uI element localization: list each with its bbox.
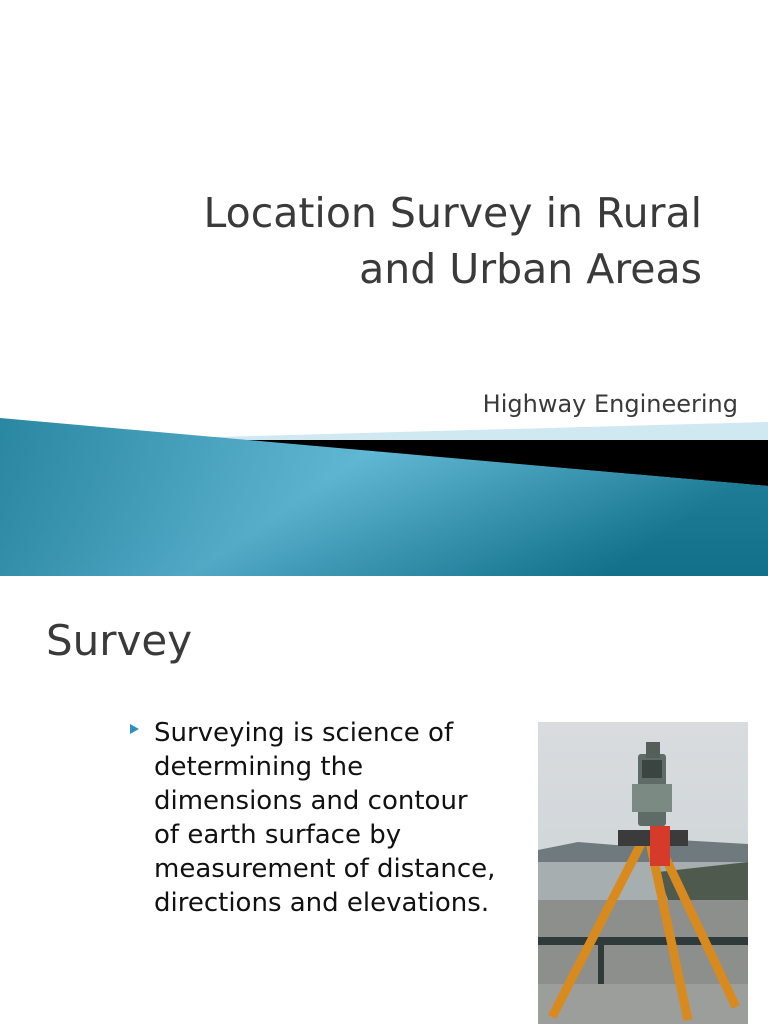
content-title: Survey [46, 616, 193, 665]
bullet-item [130, 716, 500, 920]
title-line-1: Location Survey in Rural [203, 189, 702, 237]
bullet-text: Surveying is science of determining the dimensions and contour of earth surface by measurement of distance, directions and elevations. [154, 718, 496, 918]
triangle-bullet-icon [130, 724, 139, 734]
content-slide [0, 576, 768, 1024]
slide-title [102, 185, 702, 297]
total-station-photo [538, 722, 748, 1024]
title-line-2: and Urban Areas [359, 245, 702, 293]
band-pale-strip [180, 422, 768, 440]
decorative-band [0, 410, 768, 576]
slide-subtitle: Highway Engineering [482, 390, 738, 418]
